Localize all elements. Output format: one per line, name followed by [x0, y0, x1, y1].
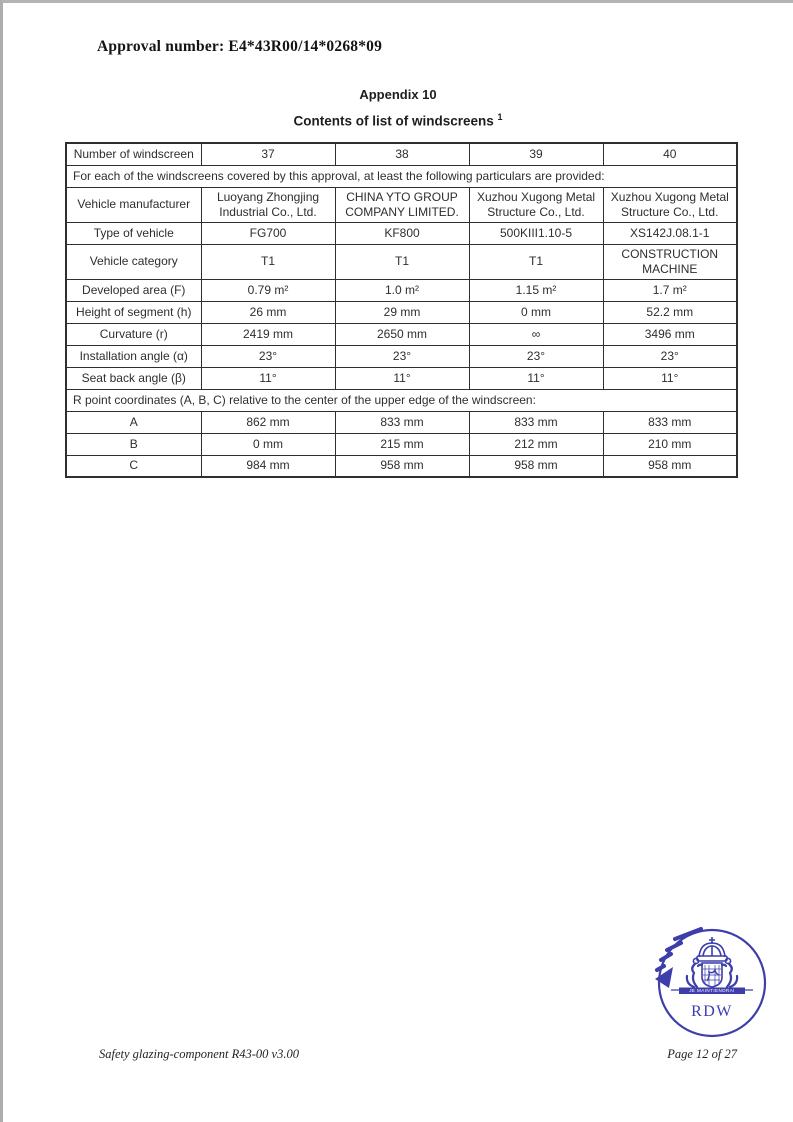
row-label-cell: Developed area (F) — [66, 279, 201, 301]
value-cell: 833 mm — [603, 411, 737, 433]
crown-icon — [697, 937, 727, 961]
value-cell: 52.2 mm — [603, 301, 737, 323]
value-cell: 212 mm — [469, 433, 603, 455]
value-cell: 11° — [201, 367, 335, 389]
value-cell: 23° — [201, 345, 335, 367]
value-cell: 984 mm — [201, 455, 335, 477]
value-cell: 11° — [335, 367, 469, 389]
value-cell: XS142J.08.1-1 — [603, 222, 737, 244]
value-cell: 1.7 m² — [603, 279, 737, 301]
footnote-marker: 1 — [497, 112, 503, 122]
row-label-cell: Height of segment (h) — [66, 301, 201, 323]
value-cell: Xuzhou Xugong Metal Structure Co., Ltd. — [603, 187, 737, 222]
shield-icon — [702, 963, 722, 987]
footer-document-name: Safety glazing-component R43-00 v3.00 — [99, 1047, 299, 1061]
value-cell: 958 mm — [335, 455, 469, 477]
value-cell: 1.0 m² — [335, 279, 469, 301]
table-row — [66, 433, 737, 455]
table-row — [66, 279, 737, 301]
org-text: RDW — [691, 1003, 733, 1020]
approval-number: Approval number: E4*43R00/14*0268*09 — [97, 38, 383, 55]
rdw-stamp — [653, 924, 775, 1046]
value-cell: FG700 — [201, 222, 335, 244]
row-label-cell: Installation angle (α) — [66, 345, 201, 367]
value-cell: 26 mm — [201, 301, 335, 323]
value-cell: 3496 mm — [603, 323, 737, 345]
value-cell: 833 mm — [469, 411, 603, 433]
value-cell: Luoyang Zhongjing Industrial Co., Ltd. — [201, 187, 335, 222]
particulars-note-cell: For each of the windscreens covered by this approval, at least the following particulars are provided: — [66, 165, 737, 187]
value-cell: 500KIII1.10-5 — [469, 222, 603, 244]
page-title-text: Contents of list of windscreens — [293, 113, 494, 129]
value-cell: 23° — [603, 345, 737, 367]
row-label-cell: Number of windscreen — [66, 143, 201, 165]
value-cell: 0 mm — [201, 433, 335, 455]
table-row — [66, 367, 737, 389]
appendix-title: Appendix 10 — [359, 87, 437, 102]
value-cell: 958 mm — [469, 455, 603, 477]
table-row — [66, 345, 737, 367]
row-label-cell: A — [66, 411, 201, 433]
value-cell: T1 — [469, 244, 603, 279]
title-block — [3, 87, 793, 129]
table-row — [66, 222, 737, 244]
table-row — [66, 143, 737, 165]
value-cell: CHINA YTO GROUP COMPANY LIMITED. — [335, 187, 469, 222]
value-cell: 2419 mm — [201, 323, 335, 345]
row-label-cell: Curvature (r) — [66, 323, 201, 345]
value-cell: 29 mm — [335, 301, 469, 323]
windscreen-table — [65, 142, 738, 478]
row-label-cell: B — [66, 433, 201, 455]
value-cell: T1 — [201, 244, 335, 279]
value-cell: 1.15 m² — [469, 279, 603, 301]
windscreen-number-cell: 38 — [335, 143, 469, 165]
value-cell: 11° — [603, 367, 737, 389]
value-cell: 0 mm — [469, 301, 603, 323]
row-label-cell: Type of vehicle — [66, 222, 201, 244]
r-point-note-cell: R point coordinates (A, B, C) relative to the center of the upper edge of the windscreen: — [66, 389, 737, 411]
value-cell: CONSTRUCTION MACHINE — [603, 244, 737, 279]
motto-text: JE MAINTIENDRAI — [689, 988, 735, 994]
value-cell: 23° — [335, 345, 469, 367]
value-cell: ∞ — [469, 323, 603, 345]
table-row — [66, 323, 737, 345]
value-cell: 210 mm — [603, 433, 737, 455]
table-row — [66, 165, 737, 187]
value-cell: KF800 — [335, 222, 469, 244]
value-cell: 0.79 m² — [201, 279, 335, 301]
row-label-cell: Vehicle manufacturer — [66, 187, 201, 222]
value-cell: Xuzhou Xugong Metal Structure Co., Ltd. — [469, 187, 603, 222]
row-label-cell: Vehicle category — [66, 244, 201, 279]
value-cell: 958 mm — [603, 455, 737, 477]
value-cell: T1 — [335, 244, 469, 279]
lion-right-icon — [722, 958, 737, 987]
value-cell: 833 mm — [335, 411, 469, 433]
row-label-cell: C — [66, 455, 201, 477]
value-cell: 2650 mm — [335, 323, 469, 345]
table-row — [66, 301, 737, 323]
value-cell: 11° — [469, 367, 603, 389]
windscreen-number-cell: 40 — [603, 143, 737, 165]
table-row — [66, 389, 737, 411]
table-row — [66, 455, 737, 477]
row-label-cell: Seat back angle (β) — [66, 367, 201, 389]
table-row — [66, 411, 737, 433]
value-cell: 23° — [469, 345, 603, 367]
footer-page-number: Page 12 of 27 — [667, 1047, 737, 1061]
page-title — [3, 112, 793, 129]
windscreen-number-cell: 39 — [469, 143, 603, 165]
value-cell: 215 mm — [335, 433, 469, 455]
lion-left-icon — [687, 958, 702, 987]
table-row — [66, 244, 737, 279]
windscreen-number-cell: 37 — [201, 143, 335, 165]
value-cell: 862 mm — [201, 411, 335, 433]
table-row — [66, 187, 737, 222]
